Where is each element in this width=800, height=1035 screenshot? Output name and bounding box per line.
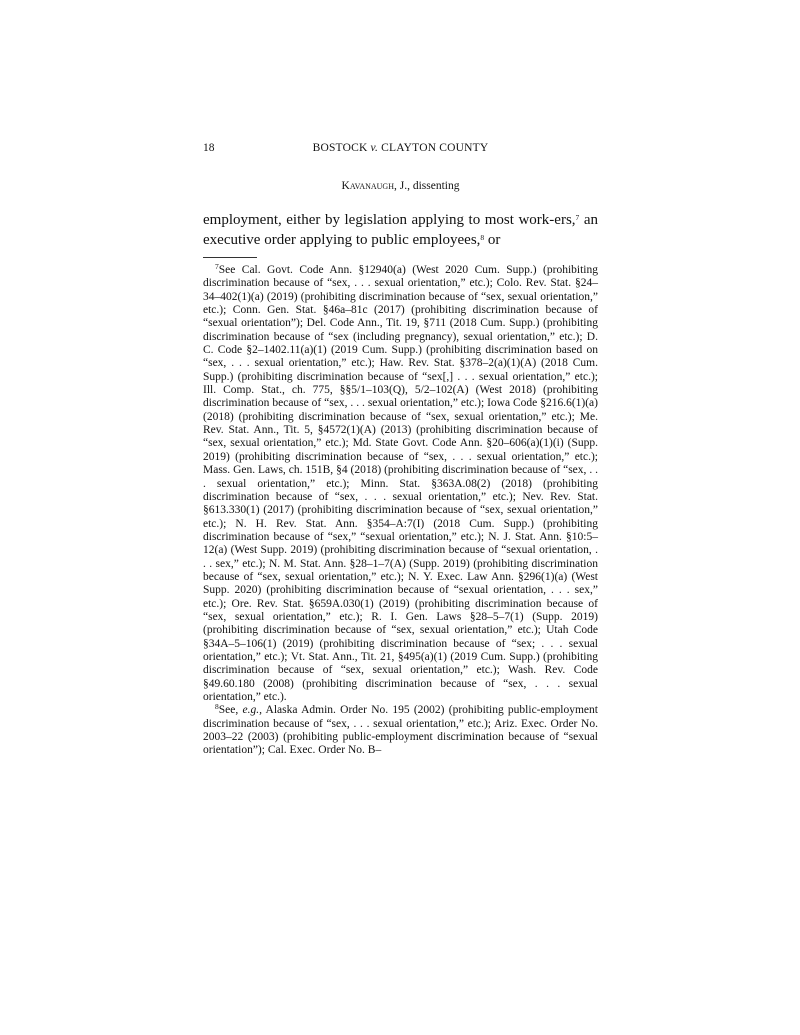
- footnotes: [203, 264, 598, 758]
- case-title-versus: v.: [370, 142, 379, 154]
- footnote-number: 8: [215, 702, 219, 712]
- footnote-text: Alaska Admin. Order No. 195 (2002) (prohibiting public-employment discrimination because of “sex, . . . sexual orientation,” etc.); Ariz. Exec. Order No. 2003–22 (2003) (prohibiting public-employment discrimination because of “sexual orientation”); Cal. Exec. Order No. B–: [203, 704, 598, 757]
- page-number: 18: [203, 142, 215, 154]
- footnote-ref-7: 7: [575, 213, 580, 222]
- case-title: BOSTOCK v. CLAYTON COUNTY: [312, 142, 489, 154]
- footnote-number: 7: [215, 262, 219, 271]
- footnote-text: See Cal. Govt. Code Ann. §12940(a) (West 2020 Cum. Supp.) (prohibiting discrimination because of “sex, . . . sexual orientation,” etc.); Colo. Rev. Stat. §24–34–402(1)(a) (2019) (prohibiting discrimination because of “sex, sexual orientation,” etc.); Conn. Gen. Stat. §46a–81c (2017) (prohibiting discrimination because of “sexual orientation”); Del. Code Ann., Tit. 19, §711 (2018 Cum. Supp.) (prohibiting discrimination because of “sex (including pregnancy), sexual orientation,” etc.); D. C. Code §2–1402.11(a)(1) (2019 Cum. Supp.) (prohibiting discrimination based on “sex, . . . sexual orientation,” etc.); Haw. Rev. Stat. §378–2(a)(1)(A) (2018 Cum. Supp.) (prohibiting discrimination because of “sex[,] . . . sexual orientation,” etc.); Ill. Comp. Stat., ch. 775, §§5/1–103(Q), 5/2–102(A) (West 2018) (prohibiting discrimination because of “sex, . . . sexual orientation,” etc.); Iowa Code §216.6(1)(a) (2018) (prohibiting discrimination because of “sex, sexual orientation,” etc.); Me. Rev. Stat. Ann., Tit. 5, §4572(1)(A) (2013) (prohibiting discrimination because of “sex, sexual orientation,” etc.); Md. State Govt. Code Ann. §20–606(a)(1)(i) (Supp. 2019) (prohibiting discrimination because of “sex, . . . sexual orientation,” etc.); Mass. Gen. Laws, ch. 151B, §4 (2018) (prohibiting discrimination because of “sex, . . . sexual orientation,” etc.); Minn. Stat. §363A.08(2) (2018) (prohibiting discrimination because of “sex, . . . sexual orientation,” etc.); Nev. Rev. Stat. §613.330(1) (2017) (prohibiting discrimination because of “sex, sexual orientation,” etc.); N. H. Rev. Stat. Ann. §354–A:7(I) (2018 Cum. Supp.) (prohibiting discrimination because of “sex,” “sexual orientation,” etc.); N. J. Stat. Ann. §10:5–12(a) (West Supp. 2019) (prohibiting discrimination because of “sexual orientation, . . . sex,” etc.); N. M. Stat. Ann. §28–1–7(A) (Supp. 2019) (prohibiting discrimination because of “sex, sexual orientation,” etc.); N. Y. Exec. Law Ann. §296(1)(a) (West Supp. 2020) (prohibiting discrimination because of “sexual orientation, . . . sex,” etc.); Ore. Rev. Stat. §659A.030(1) (2019) (prohibiting discrimination because of “sex, sexual orientation,” etc.); R. I. Gen. Laws §28–5–7(1) (Supp. 2019) (prohibiting discrimination because of “sex, sexual orientation,” etc.); Utah Code §34A–5–106(1) (2019) (prohibiting discrimination because of “sex; . . . sexual orientation,” etc.); Vt. Stat. Ann., Tit. 21, §495(a)(1) (2019 Cum. Supp.) (prohibiting discrimination because of “sex, sexual orientation,” etc.); Wash. Rev. Code §49.60.180 (2008) (prohibiting discrimination because of “sex, . . . sexual orientation,” etc.).: [203, 264, 598, 703]
- opinion-author: [203, 180, 598, 192]
- opinion-type: , J., dissenting: [393, 180, 460, 192]
- justice-name: Kavanaugh: [341, 180, 394, 192]
- running-header: [203, 142, 598, 158]
- body-paragraph: employment, either by legislation applying to most work-ers,$^7$ an executive order applying to public employees,$^8$ or: [203, 212, 598, 248]
- footnote-ref-8: 8: [480, 233, 485, 242]
- footnote-divider: [203, 257, 257, 258]
- footnote-8: $^8$See, e.g., Alaska Admin. Order No. 195 (2002) (prohibiting public-employment discrimination because of “sex, . . . sexual orientation,” etc.); Ariz. Exec. Order No. 2003–22 (2003) (prohibiting public-employment discrimination because of “sexual orientation”); Cal. Exec. Order No. B–: [203, 702, 598, 757]
- footnote-7: [203, 264, 598, 704]
